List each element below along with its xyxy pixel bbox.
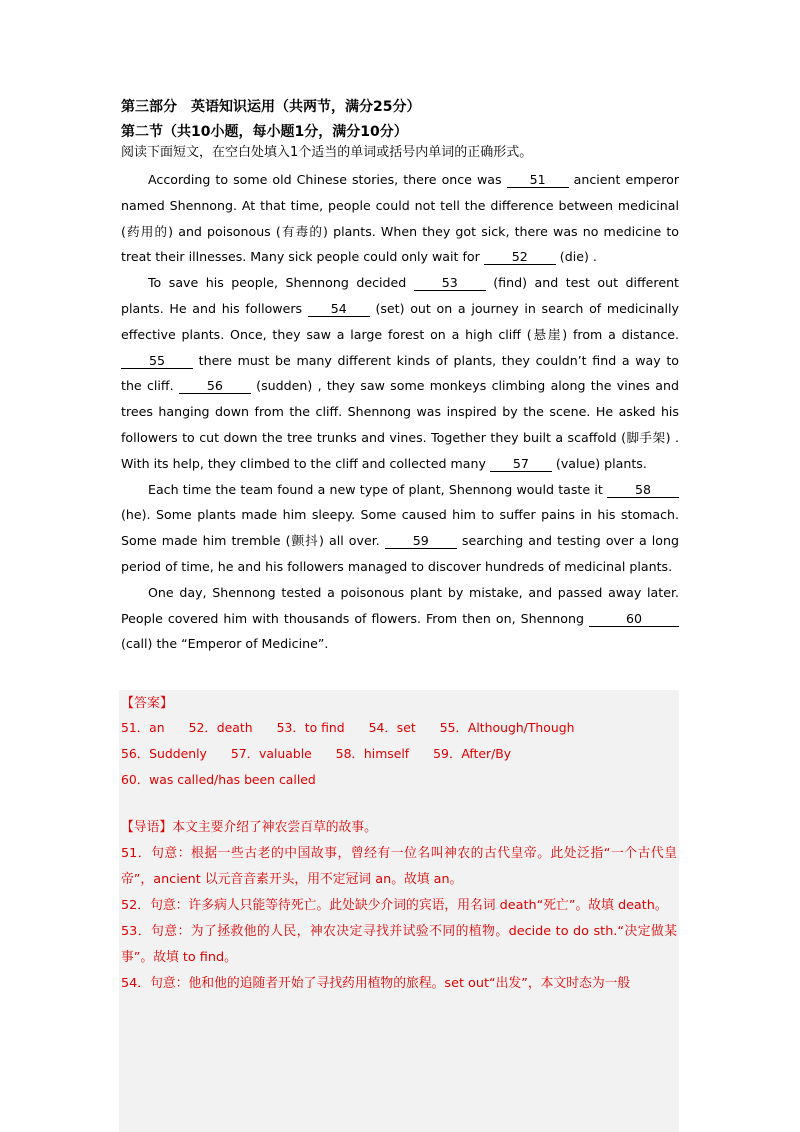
blank-60: 60 bbox=[589, 612, 679, 627]
explanation-53: 53．句意：为了拯救他的人民，神农决定寻找并试验不同的植物。decide to do sth.“决定做某事”。故填 to find。 bbox=[121, 924, 677, 965]
section-title: 第二节（共10小题，每小题1分，满分10分） bbox=[121, 124, 408, 140]
answer-item: 56．Suddenly bbox=[121, 746, 207, 761]
text: there must be many different kinds of plants, they couldn’t find a way to the cliff. bbox=[121, 352, 679, 394]
answer-item: 51．an bbox=[121, 720, 165, 735]
explanation bbox=[121, 815, 677, 997]
answer-item: 54．set bbox=[368, 720, 416, 735]
answer-content bbox=[121, 694, 677, 997]
paragraph-3 bbox=[121, 477, 679, 580]
answer-list bbox=[121, 715, 677, 793]
answer-item: 53．to find bbox=[276, 720, 345, 735]
text: searching and testing over a long period of time, he and his followers managed to discover hundreds of medicinal plants. bbox=[121, 533, 679, 574]
blank-54: 54 bbox=[308, 302, 370, 317]
text: (set) out on a journey in search of medicinally effective plants. Once, they saw a large forest on a high cliff (悬崖) from a distance. bbox=[121, 300, 679, 342]
text: According to some old Chinese stories, there once was bbox=[148, 172, 507, 187]
instruction: 阅读下面短文，在空白处填入1个适当的单词或括号内单词的正确形式。 bbox=[121, 145, 533, 160]
blank-58: 58 bbox=[607, 483, 679, 498]
blank-57: 57 bbox=[490, 457, 552, 472]
paragraph-1 bbox=[121, 167, 679, 270]
blank-53: 53 bbox=[414, 276, 486, 291]
answer-tag: 【答案】 bbox=[121, 696, 174, 711]
text: (he). Some plants made him sleepy. Some caused him to suffer pains in his stomach. Some made him tremble (颤抖) all over. bbox=[121, 507, 679, 549]
answer-item: 59．After/By bbox=[433, 746, 512, 761]
text: (call) the “Emperor of Medicine”. bbox=[121, 636, 329, 652]
text: (sudden) , they saw some monkeys climbing along the vines and trees hanging down from the cliff. Shennong was inspired by the scene. He asked his followers to cut down the tree trunks and vines. Together they built a scaffold (脚手架) . With its help, they climbed to the cliff and collected many bbox=[121, 378, 679, 471]
guide-intro: 【导语】本文主要介绍了神农尝百草的故事。 bbox=[121, 820, 377, 835]
blank-59: 59 bbox=[385, 534, 457, 549]
explanation-51: 51．句意：根据一些古老的中国故事，曾经有一位名叫神农的古代皇帝。此处泛指“一个古代皇帝”，ancient 以元音音素开头，用不定冠词 an。故填 an。 bbox=[121, 846, 677, 887]
explanation-52: 52．句意：许多病人只能等待死亡。此处缺少介词的宾语，用名词 death“死亡”。故填 death。 bbox=[121, 898, 668, 913]
answer-item: 57．valuable bbox=[230, 746, 312, 761]
text: (value) plants. bbox=[551, 455, 647, 471]
answer-panel bbox=[119, 690, 679, 1132]
answer-item: 58．himself bbox=[335, 746, 410, 761]
text: (find) and test out different plants. He and his followers bbox=[121, 275, 679, 316]
blank-55: 55 bbox=[121, 354, 193, 369]
text: ancient emperor named Shennong. At that time, people could not tell the difference between medicinal (药用的) and poisonous (有毒的) plants. When they got sick, there was no medicine to treat their illnesses. Many sick people could only wait for bbox=[121, 172, 679, 265]
paragraph-4 bbox=[121, 580, 679, 657]
explanation-54: 54．句意：他和他的追随者开始了寻找药用植物的旅程。set out“出发”，本文时态为一般 bbox=[121, 976, 631, 991]
answer-item: 60．was called/has been called bbox=[121, 772, 316, 787]
answer-item: 52．death bbox=[188, 720, 253, 735]
passage bbox=[121, 167, 679, 657]
part-title: 第三部分 英语知识运用（共两节，满分25分） bbox=[121, 99, 421, 115]
blank-52: 52 bbox=[484, 250, 556, 265]
text: (die) . bbox=[555, 249, 597, 265]
text: One day, Shennong tested a poisonous plant by mistake, and passed away later. People covered him with thousands of flowers. From then on, Shennong bbox=[121, 584, 679, 626]
question-section bbox=[121, 96, 679, 657]
paragraph-2 bbox=[121, 270, 679, 476]
blank-51: 51 bbox=[507, 173, 569, 188]
text: Each time the team found a new type of plant, Shennong would taste it bbox=[148, 481, 607, 497]
text: To save his people, Shennong decided bbox=[148, 275, 414, 291]
blank-56: 56 bbox=[179, 379, 251, 394]
answer-item: 55．Although/Though bbox=[439, 720, 575, 735]
